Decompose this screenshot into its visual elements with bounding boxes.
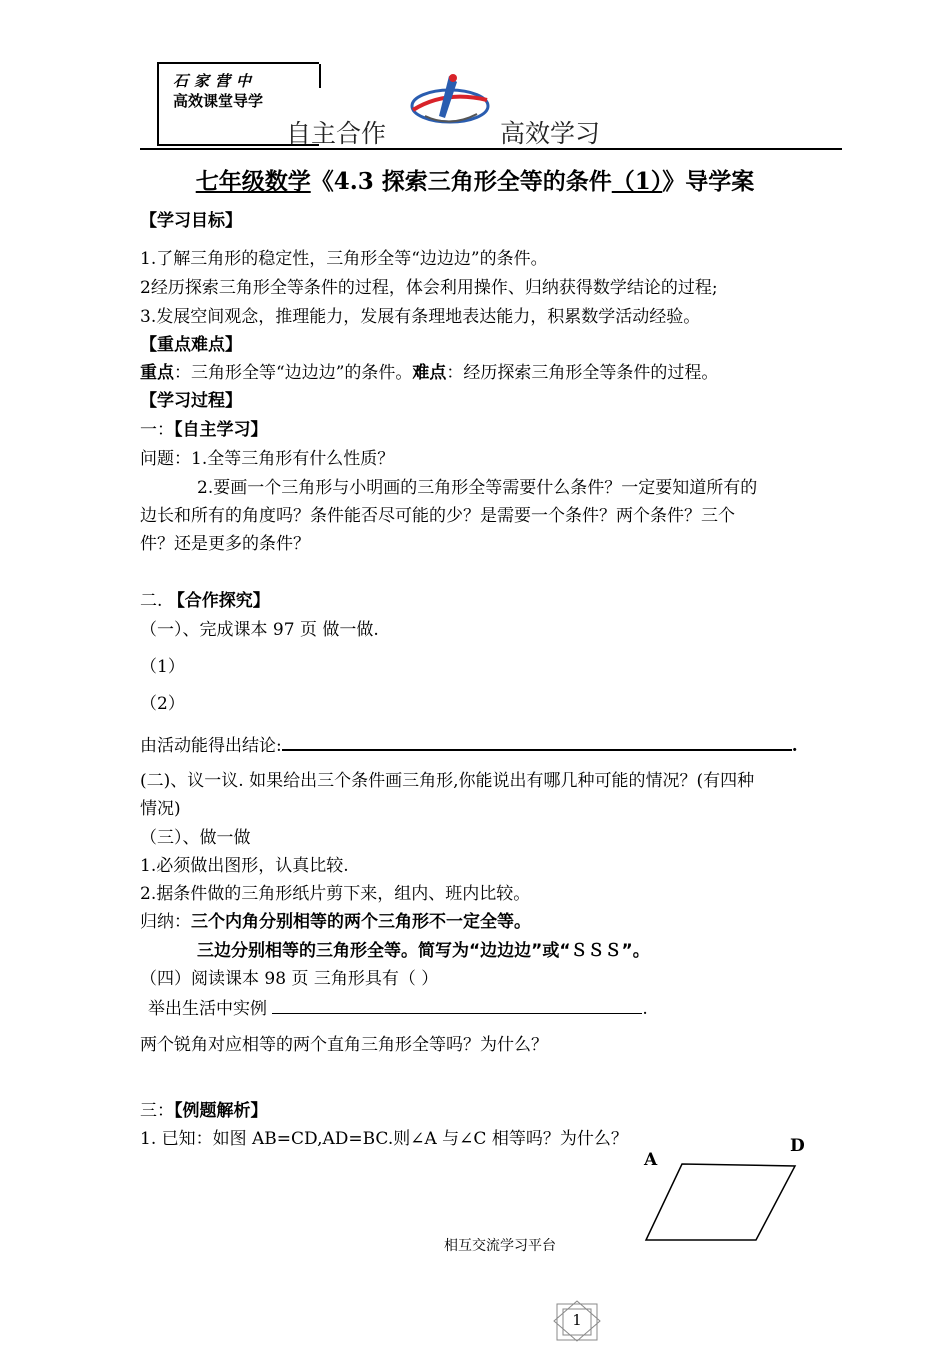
conclusion-end: . [791,736,798,756]
section1-title: 【自主学习】 [174,420,268,440]
school-name: 石家营中 [173,72,258,90]
title-topic: 《4.3 探索三角形全等的条件 [310,168,612,195]
key-points-line [140,361,718,385]
summary-label: 归纳： [140,912,191,932]
slogan-left: 自主合作 [286,119,387,148]
vertex-label-a: A [644,1150,658,1170]
section2-part3-item1: 1.必须做出图形，认真比较. [140,856,349,876]
key-text: ：三角形全等“边边边”的条件。 [174,363,413,383]
summary-line2: 三边分别相等的三角形全等。简写为“边边边”或“ＳＳＳ”。 [197,941,650,961]
section2-title: 【合作探究】 [167,591,270,611]
title-lesson-number: （1） [611,168,663,195]
section1-prefix: 一： [140,420,174,440]
title-suffix: 》导学案 [662,168,755,195]
section3-title: 【例题解析】 [174,1101,268,1121]
section1-question-2-line1: 2.要画一个三角形与小明画的三角形全等需要什么条件？一定要知道所有的 [197,478,758,498]
summary-line1 [140,910,531,934]
section2-heading [140,589,270,613]
footer-text: 相互交流学习平台 [444,1238,556,1254]
example-blank[interactable] [272,995,642,1014]
page-number-badge [553,1300,601,1342]
process-heading: 【学习过程】 [140,391,242,411]
school-logo-icon [405,70,495,136]
goal-item-2: 2经历探索三角形全等条件的过程，体会利用操作、归纳获得数学结论的过程; [140,278,718,298]
section1-heading [140,418,268,442]
school-subtitle: 高效课堂导学 [173,92,264,110]
title-subject: 七年级数学 [195,168,311,195]
goals-heading: 【学习目标】 [140,211,242,231]
conclusion-line [140,731,798,758]
vertex-label-d: D [790,1136,805,1156]
example-end: . [642,999,648,1019]
hard-label: 难点 [412,363,447,383]
section3-heading [140,1099,268,1123]
section2-prefix: 二. [140,591,163,611]
example-1: 1. 已知：如图 AB=CD,AD=BC.则∠A 与∠C 相等吗？为什么？ [140,1129,628,1149]
section1-question-2-line2: 边长和所有的角度吗？条件能否尽可能的少？是需要一个条件？两个条件？三个 [140,506,735,526]
conclusion-blank[interactable] [282,731,792,751]
section2-part3-item2: 2.据条件做的三角形纸片剪下来，组内、班内比较。 [140,884,531,904]
section3-prefix: 三： [140,1101,174,1121]
page-title [0,163,950,196]
right-triangle-question: 两个锐角对应相等的两个直角三角形全等吗？为什么？ [140,1035,548,1055]
parallelogram-shape [646,1164,795,1240]
parallelogram-figure [640,1160,800,1242]
example-line [148,995,648,1021]
hard-text: ：经历探索三角形全等条件的过程。 [446,363,719,383]
section1-question-1: 问题：1.全等三角形有什么性质？ [140,449,395,469]
slogan-right: 高效学习 [500,119,601,148]
section2-part3: （三）、做一做 [140,828,251,848]
section2-part2-line2: 情况) [140,799,181,819]
header-box-edge [319,64,321,88]
summary-text-1: 三个内角分别相等的两个三角形不一定全等。 [191,912,531,932]
section2-part1-item1: （1） [140,657,185,677]
conclusion-label: 由活动能得出结论: [140,736,282,756]
example-label: 举出生活中实例 [148,999,267,1019]
page-number: 1 [572,1311,582,1329]
key-label: 重点 [140,363,174,383]
header-divider [140,148,842,150]
goal-item-1: 1.了解三角形的稳定性，三角形全等“边边边”的条件。 [140,249,548,269]
section2-part2-line1: (二)、议一议. 如果给出三个条件画三角形,你能说出有哪几种可能的情况？(有四种 [140,771,755,791]
section2-part4: （四）阅读课本 98 页 三角形具有（ ） [140,969,439,989]
section2-part1: （一）、完成课本 97 页 做一做. [140,620,379,640]
section1-question-2-line3: 件？还是更多的条件？ [140,534,310,554]
goal-item-3: 3.发展空间观念，推理能力，发展有条理地表达能力，积累数学活动经验。 [140,307,701,327]
key-points-heading: 【重点难点】 [140,335,242,355]
section2-part1-item2: （2） [140,694,185,714]
